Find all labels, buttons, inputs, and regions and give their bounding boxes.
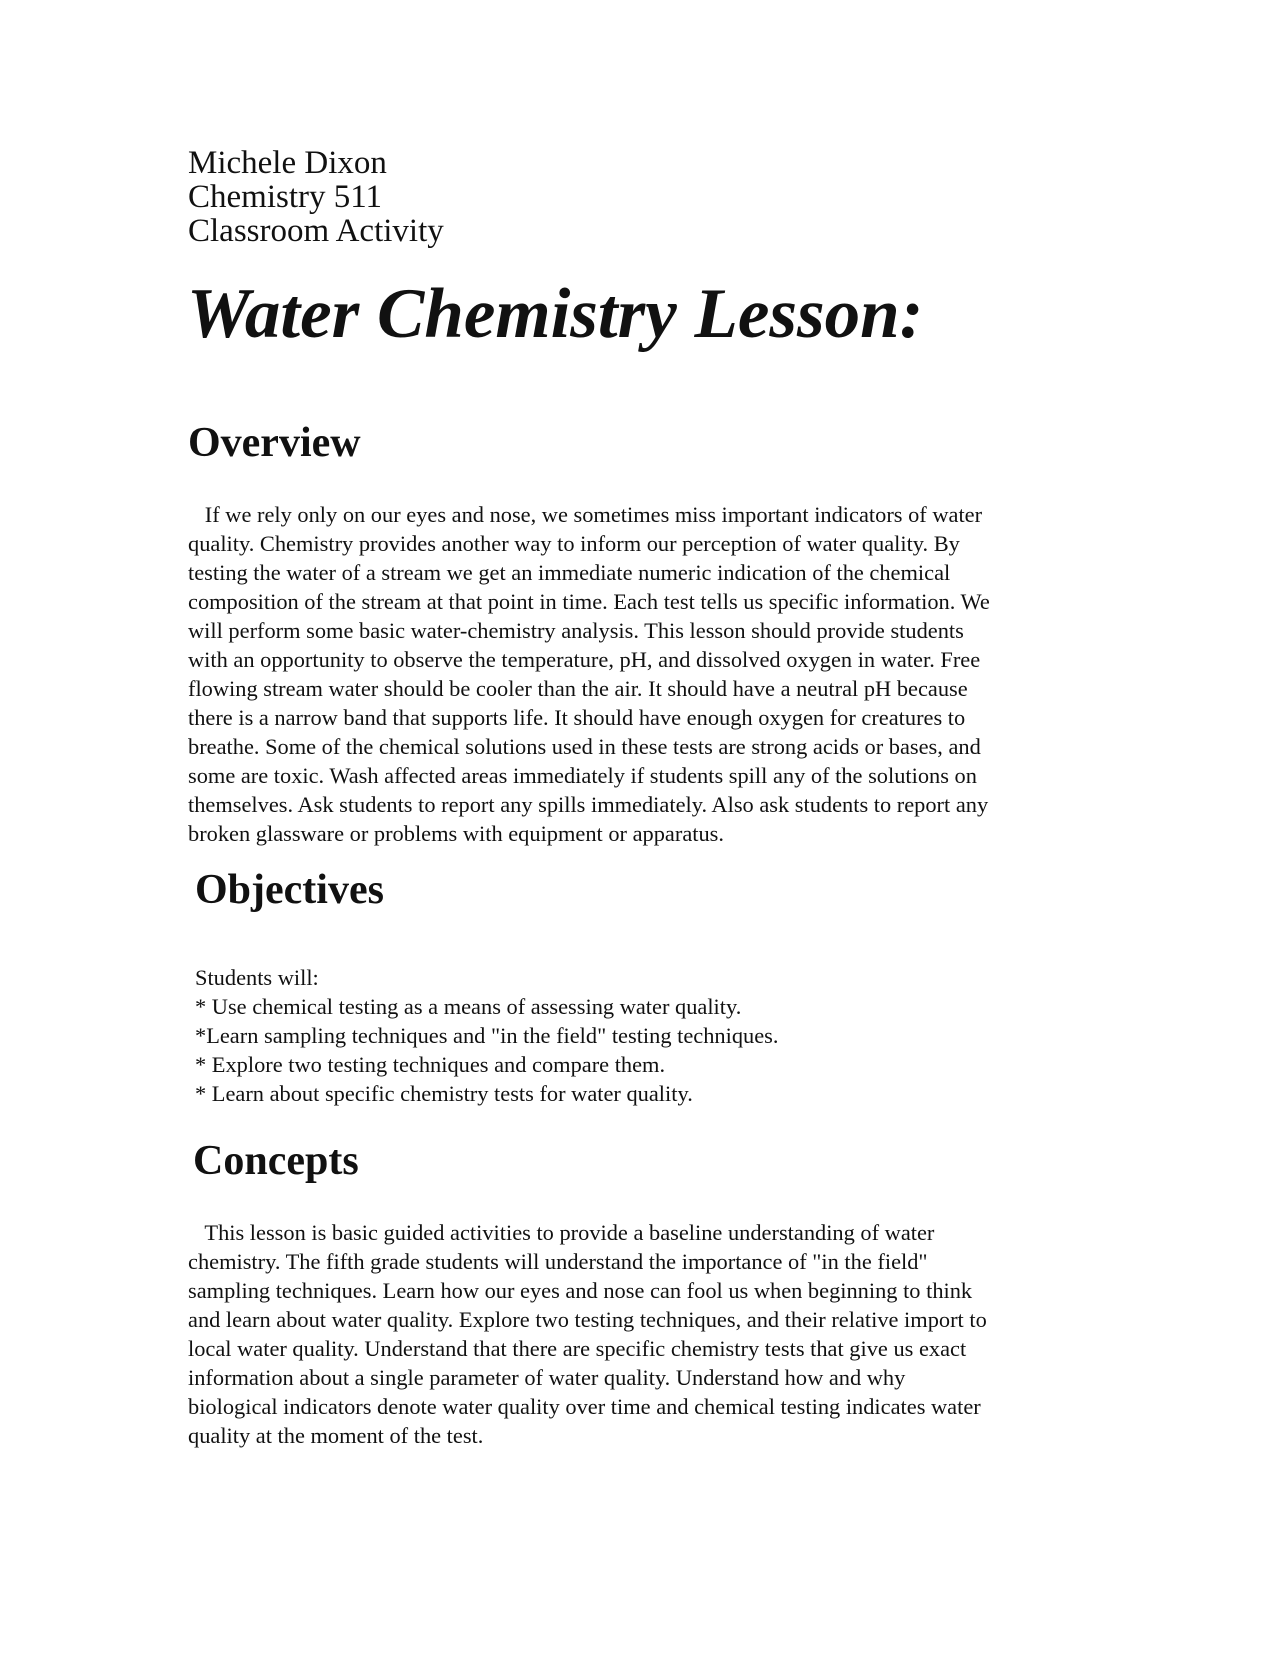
overview-line: quality. Chemistry provides another way to inform our perception of water quality. By — [188, 531, 960, 556]
document-header — [188, 146, 444, 248]
concepts-line: and learn about water quality. Explore two testing techniques, and their relative import to — [188, 1307, 987, 1332]
objective-item: * Use chemical testing as a means of assessing water quality. — [195, 994, 742, 1019]
overview-heading: Overview — [188, 420, 361, 466]
overview-line: will perform some basic water-chemistry analysis. This lesson should provide students — [188, 618, 964, 643]
author-name: Michele Dixon — [188, 145, 387, 181]
concepts-line: sampling techniques. Learn how our eyes and nose can fool us when beginning to think — [188, 1278, 973, 1303]
overview-line: themselves. Ask students to report any spills immediately. Also ask students to report any — [188, 792, 989, 817]
objective-item: * Explore two testing techniques and compare them. — [195, 1052, 666, 1077]
concepts-line: quality at the moment of the test. — [188, 1423, 484, 1448]
concepts-line: information about a single parameter of water quality. Understand how and why — [188, 1365, 906, 1390]
objective-item: *Learn sampling techniques and "in the field" testing techniques. — [195, 1023, 779, 1048]
page-title: Water Chemistry Lesson: — [187, 275, 924, 353]
overview-line: testing the water of a stream we get an immediate numeric indication of the chemical — [188, 560, 951, 585]
concepts-paragraph — [188, 1218, 1088, 1450]
course-name: Chemistry 511 — [188, 179, 383, 215]
overview-paragraph — [188, 500, 1088, 848]
objectives-intro: Students will: — [195, 965, 319, 990]
objectives-list — [195, 963, 779, 1108]
activity-type: Classroom Activity — [188, 213, 444, 249]
overview-line: flowing stream water should be cooler than the air. It should have a neutral pH because — [188, 676, 968, 701]
concepts-line: chemistry. The fifth grade students will understand the importance of "in the field" — [188, 1249, 928, 1274]
overview-line: breathe. Some of the chemical solutions used in these tests are strong acids or bases, and — [188, 734, 981, 759]
overview-line: there is a narrow band that supports life. It should have enough oxygen for creatures to — [188, 705, 966, 730]
concepts-line: This lesson is basic guided activities to provide a baseline understanding of water — [188, 1220, 935, 1245]
objectives-heading: Objectives — [195, 867, 384, 913]
concepts-heading: Concepts — [193, 1138, 359, 1184]
overview-line: If we rely only on our eyes and nose, we sometimes miss important indicators of water — [188, 502, 983, 527]
overview-line: broken glassware or problems with equipment or apparatus. — [188, 821, 724, 846]
overview-line: composition of the stream at that point in time. Each test tells us specific information. We — [188, 589, 990, 614]
objective-item: * Learn about specific chemistry tests for water quality. — [195, 1081, 693, 1106]
concepts-line: biological indicators denote water quality over time and chemical testing indicates water — [188, 1394, 981, 1419]
overview-line: with an opportunity to observe the temperature, pH, and dissolved oxygen in water. Free — [188, 647, 981, 672]
overview-line: some are toxic. Wash affected areas immediately if students spill any of the solutions on — [188, 763, 977, 788]
concepts-line: local water quality. Understand that there are specific chemistry tests that give us exact — [188, 1336, 967, 1361]
